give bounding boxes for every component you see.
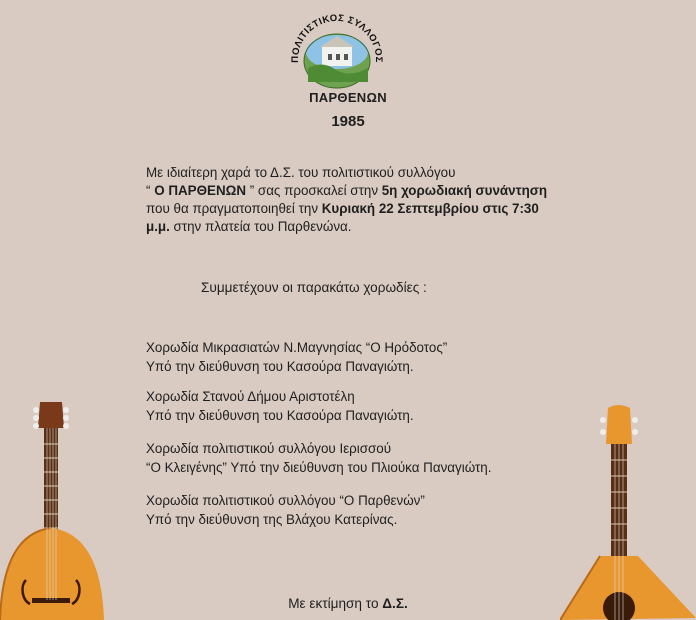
event-name: 5η χορωδιακή συνάντηση bbox=[381, 183, 548, 198]
choir-name: Χορωδία πολιτιστικού συλλόγου “Ο Παρθενών” bbox=[146, 493, 425, 508]
choir-entry bbox=[146, 440, 566, 477]
closing-text: Με εκτίμηση το bbox=[288, 596, 383, 611]
choir-director: Υπό την διεύθυνση της Βλάχου Κατερίνας. bbox=[146, 511, 398, 527]
choir-name: Χορωδία πολιτιστικού συλλόγου Ιερισσού bbox=[146, 441, 392, 456]
mandolin-illustration bbox=[0, 400, 110, 620]
club-logo bbox=[278, 2, 396, 102]
choir-director: Υπό την διεύθυνση του Κασούρα Παναγιώτη. bbox=[146, 358, 414, 374]
invitation-part: που θα πραγματοποιηθεί την bbox=[146, 201, 322, 216]
club-quote-name: Ο ΠΑΡΘΕΝΩΝ bbox=[154, 183, 247, 198]
invitation-part: στην πλατεία του Παρθενώνα. bbox=[169, 219, 352, 234]
choir-entry bbox=[146, 339, 566, 376]
choir-entry bbox=[146, 492, 566, 529]
choir-director: Υπό την διεύθυνση του Κασούρα Παναγιώτη. bbox=[146, 407, 414, 423]
participants-heading: Συμμετέχουν οι παρακάτω χορωδίες : bbox=[201, 280, 427, 295]
choir-name: Χορωδία Μικρασιατών Ν.Μαγνησίας “Ο Ηρόδοτος” bbox=[146, 340, 448, 355]
choir-name: Χορωδία Στανού Δήμου Αριστοτέλη bbox=[146, 389, 355, 404]
invitation-text bbox=[146, 164, 556, 236]
choir-entry bbox=[146, 388, 566, 425]
invitation-part: ” σας προσκαλεί στην bbox=[246, 183, 382, 198]
event-date: Κυριακή 22 Σεπτεμβρίου στις 7:30 μ.μ. bbox=[146, 201, 539, 234]
invitation-part: Με ιδιαίτερη χαρά το Δ.Σ. του πολιτιστικού συλλόγου bbox=[146, 165, 456, 180]
club-year: 1985 bbox=[331, 113, 365, 130]
bouzouki-illustration bbox=[560, 404, 696, 620]
logo-emblem bbox=[278, 2, 396, 102]
invitation-part: “ bbox=[146, 183, 155, 198]
logo-ring-text: ΠΟΛΙΤΙΣΤΙΚΟΣ ΣΥΛΛΟΓΟΣ bbox=[289, 12, 385, 63]
club-name: ΠΑΡΘΕΝΩΝ bbox=[309, 90, 387, 105]
choir-director: “Ο Κλειγένης” Υπό την διεύθυνση του Πλιούκα Παναγιώτη. bbox=[146, 459, 492, 475]
closing-signature: Δ.Σ. bbox=[382, 596, 408, 611]
